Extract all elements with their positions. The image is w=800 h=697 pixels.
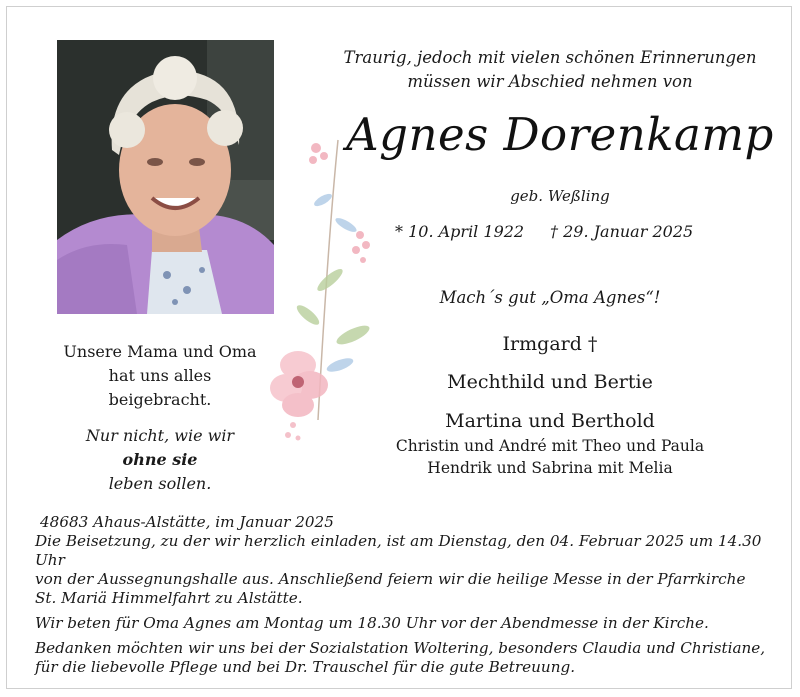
family-member: Hendrik und Sabrina mit Melia (427, 459, 673, 477)
death-date: † 29. Januar 2025 (550, 222, 694, 241)
verse-line: beigebracht. (108, 390, 212, 409)
thanks-line: Bedanken möchten wir uns bei der Sozialstation Woltering, besonders Claudia und Christiane, (35, 639, 766, 657)
verse-line: hat uns alles (108, 366, 212, 385)
verse-line: Nur nicht, wie wir (85, 426, 235, 445)
birth-name: geb. Weßling (510, 187, 610, 205)
verse-line: Unsere Mama und Oma (63, 342, 257, 361)
family-member: Christin und André mit Theo und Paula (395, 437, 705, 455)
intro-line-1: Traurig, jedoch mit vielen schönen Erinnerungen (343, 48, 757, 67)
family-member: Martina und Berthold (445, 410, 655, 432)
verse-emphasis: ohne sie (122, 450, 198, 469)
farewell-text: Mach´s gut „Oma Agnes“! (439, 288, 661, 307)
memorial-verse (40, 340, 280, 496)
portrait-photo (57, 40, 274, 314)
funeral-details (35, 513, 775, 677)
family-member: Irmgard † (502, 333, 598, 355)
intro-line-2: müssen wir Abschied nehmen von (407, 72, 693, 91)
family-member: Mechthild und Bertie (447, 371, 653, 393)
place-date: 48683 Ahaus-Alstätte, im Januar 2025 (40, 513, 334, 531)
funeral-line: von der Aussegnungshalle aus. Anschließend feiern wir die heilige Messe in der Pfarrkirche (35, 570, 746, 588)
thanks-line: für die liebevolle Pflege und bei Dr. Trauschel für die gute Betreuung. (35, 658, 576, 676)
family-list (350, 330, 750, 479)
deceased-name: Agnes Dorenkamp (346, 108, 774, 161)
funeral-line: Die Beisetzung, zu der wir herzlich einladen, ist am Dienstag, den 04. Februar 2025 um 14.30 Uhr (35, 532, 762, 569)
birth-date: * 10. April 1922 (395, 222, 525, 241)
verse-line: leben sollen. (108, 474, 212, 493)
intro-text (330, 46, 770, 94)
funeral-line: St. Mariä Himmelfahrt zu Alstätte. (35, 589, 303, 607)
prayer-notice: Wir beten für Oma Agnes am Montag um 18.30 Uhr vor der Abendmesse in der Kirche. (35, 614, 709, 632)
